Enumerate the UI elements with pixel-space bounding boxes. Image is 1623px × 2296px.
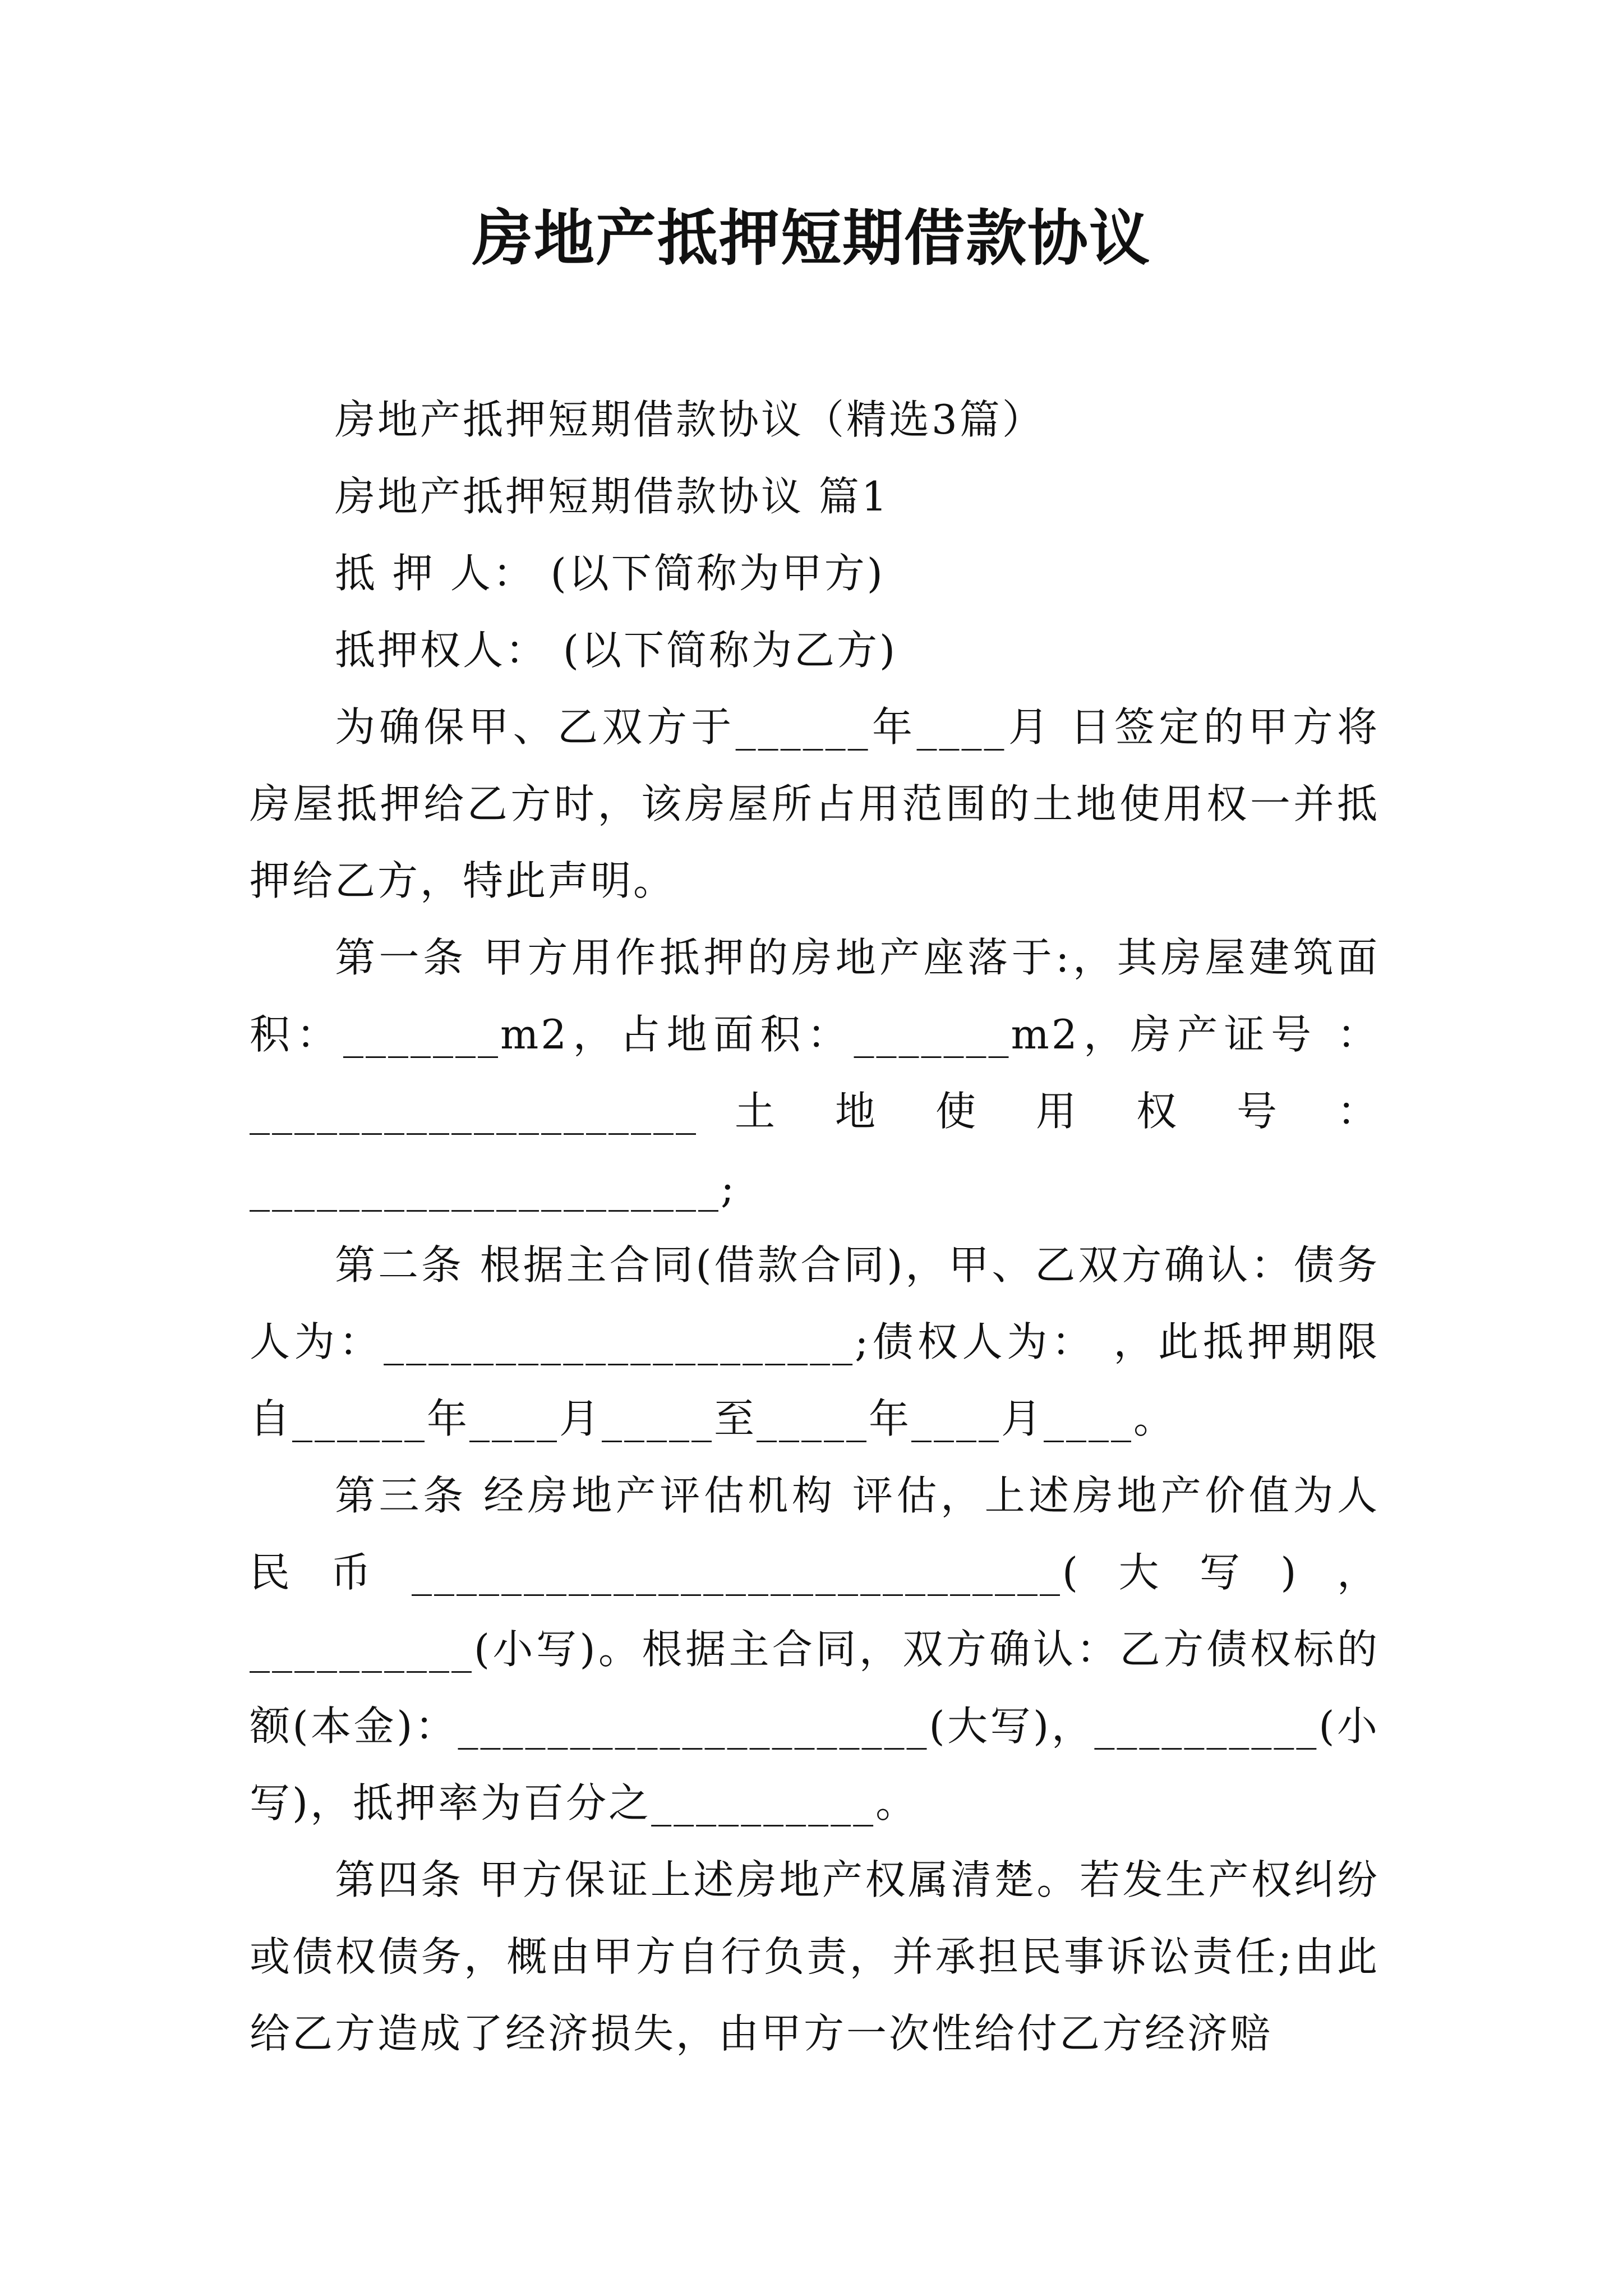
paragraph-preamble: 为确保甲、乙双方于______年____月 日签定的甲方将房屋抵押给乙方时，该房屋所占用范围的土地使用权一并抵押给乙方，特此声明。 [250,703,1380,904]
paragraph-mortgagor: 抵 押 人： (以下简称为甲方) [335,550,885,597]
paragraph-mortgagee: 抵押权人： (以下简称为乙方) [335,627,898,674]
paragraph-article-2: 第二条 根据主合同(借款合同)，甲、乙双方确认：债务人为：_____________________;债权人为： ，此抵押期限自______年____月_____至_____年____月____。 [250,1241,1380,1442]
paragraph-article-1: 第一条 甲方用作抵押的房地产座落于:，其房屋建筑面积：_______m2，占地面积：_______m2，房产证号 ：____________________ 土 地 使 用 权 号 ：_____________________; [250,934,1380,1212]
paragraph-article-3: 第三条 经房地产评估机构 评估，上述房地产价值为人民币_____________________________(大写)，__________(小写)。根据主合同，双方确认：乙方债权标的额(本金)：_____________________(大写)，__________(小写)，抵押率为百分之__________。 [250,1472,1380,1826]
document-body [250,381,1380,2072]
paragraph-part-heading: 房地产抵押短期借款协议 篇1 [335,473,889,520]
paragraph-article-4: 第四条 甲方保证上述房地产权属清楚。若发生产权纠纷或债权债务，概由甲方自行负责，并承担民事诉讼责任;由此给乙方造成了经济损失，由甲方一次性给付乙方经济赔 [250,1856,1380,2057]
document-title: 房地产抵押短期借款协议 [472,203,1151,274]
paragraph-subtitle: 房地产抵押短期借款协议（精选3篇） [335,396,1045,443]
